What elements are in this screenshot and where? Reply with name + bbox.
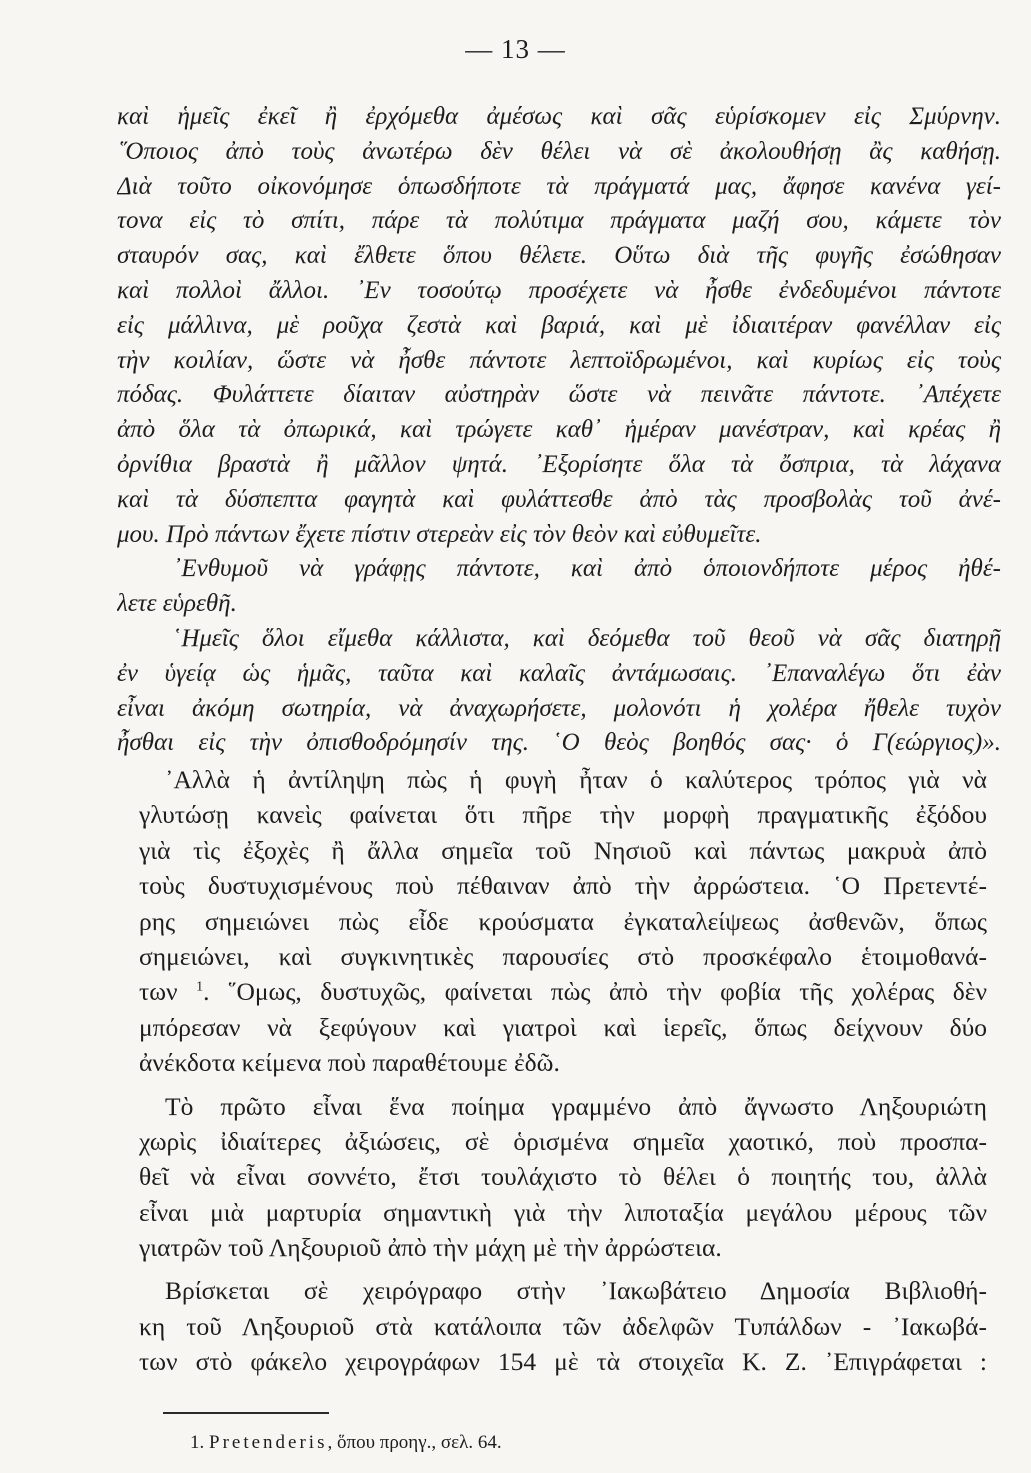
text-line: γλυτώσῃ κανεὶς φαίνεται ὅτι πῆρε τὴν μορφὴ πραγματικῆς ἐξόδου (139, 800, 987, 830)
letter-quote (117, 100, 1001, 761)
text-line: σταυρόν σας, καὶ ἔλθετε ὅπου θέλετε. Οὕτω διὰ τῆς φυγῆς ἐσώθησαν (117, 242, 1001, 270)
text-line: εἶναι ἀκόμη σωτηρία, νὰ ἀναχωρήσετε, μολονότι ἡ χολέρα ἤθελε τυχὸν (117, 694, 1001, 722)
text-line: μου. Πρὸ πάντων ἔχετε πίστιν στερεὰν εἰς τὸν θεὸν καὶ εὐθυμεῖτε. (117, 520, 762, 548)
text-line: κη τοῦ Ληξουριοῦ στὰ κατάλοιπα τῶν ἀδελφῶν Τυπάλδων - ᾿Ιακωβά- (139, 1311, 987, 1341)
text-line: γιατρῶν τοῦ Ληξουριοῦ ἀπὸ τὴν μάχη μὲ τὴν ἀρρώστεια. (139, 1233, 722, 1263)
text-line: θεῖ νὰ εἶναι σοννέτο, ἔτσι τουλάχιστο τὸ θέλει ὁ ποιητής του, ἀλλὰ (139, 1162, 987, 1192)
text-line: ᾿Αλλὰ ἡ ἀντίληψη πὼς ἡ φυγὴ ἦταν ὁ καλύτερος τρόπος γιὰ νὰ (165, 765, 987, 794)
text-line: καὶ τὰ δύσπεπτα φαγητὰ καὶ φυλάττεσθε ἀπὸ τὰς προσβολὰς τοῦ ἀνέ- (117, 485, 1001, 513)
text-line: τονα εἰς τὸ σπίτι, πάρε τὰ πολύτιμα πράγματα μαζή σου, κάμετε τὸν (117, 207, 1001, 235)
text-line: σημειώνει, καὶ συγκινητικὲς παρουσίες στὸ προσκέφαλο ἑτοιμοθανά- (139, 941, 987, 971)
text-line: ρης σημειώνει πὼς εἶδε κρούσματα ἐγκαταλείψεως ἀσθενῶν, ὅπως (139, 906, 987, 936)
footnote-text: , ὅπου προηγ., σελ. 64. (327, 1432, 502, 1453)
text-line: πόδας. Φυλάττετε δίαιταν αὐστηρὰν ὥστε νὰ πεινᾶτε πάντοτε. ᾿Απέχετε (117, 381, 1001, 409)
footnote-divider (163, 1412, 329, 1414)
text-line: ῞Οποιος ἀπὸ τοὺς ἀνωτέρω δὲν θέλει νὰ σὲ ἀκολουθήσῃ ἂς καθήσῃ. (117, 137, 1001, 165)
text-line: ἦσθαι εἰς τὴν ὀπισθοδρόμησίν της. ῾Ο θεὸς βοηθός σας· ὁ Γ(εώργιος)». (117, 729, 1001, 757)
text-line: χωρὶς ἰδιαίτερες ἀξιώσεις, σὲ ὁρισμένα σημεῖα χαοτικό, ποὺ προσπα- (139, 1126, 987, 1156)
text-fragment: . ῞Ομως, δυστυχῶς, φαίνεται πὼς ἀπὸ τὴν φοβία τῆς χολέρας δὲν (203, 977, 987, 1007)
text-line: ῾Ημεῖς ὅλοι εἴμεθα κάλλιστα, καὶ δεόμεθα τοῦ θεοῦ νὰ σᾶς διατηρῇ (173, 624, 1001, 652)
footnote (190, 1432, 502, 1454)
text-line (139, 974, 987, 1009)
text-line: ἀπὸ ὅλα τὰ ὀπωρικά, καὶ τρώγετε καθ᾿ ἡμέραν μανέστραν, καὶ κρέας ἢ (117, 416, 1001, 444)
text-line: τοὺς δυστυχισμένους ποὺ πέθαιναν ἀπὸ τὴν ἀρρώστεια. ῾Ο Πρετεντέ- (139, 871, 987, 901)
text-line: ἀνέκδοτα κείμενα ποὺ παραθέτουμε ἐδῶ. (139, 1048, 560, 1078)
footnote-reference[interactable]: 1 (196, 979, 204, 995)
text-line: ἐν ὑγείᾳ ὡς ἡμᾶς, ταῦτα καὶ καλαῖς ἀντάμωσαις. ᾿Επαναλέγω ὅτι ἐὰν (117, 659, 1001, 687)
text-fragment: των (139, 977, 178, 1007)
text-line: καὶ πολλοὶ ἄλλοι. ᾿Εν τοσούτῳ προσέχετε νὰ ἦσθε ἐνδεδυμένοι πάντοτε (117, 276, 1001, 304)
text-line: λετε εὑρεθῆ. (117, 590, 237, 618)
text-line: εἰς μάλλινα, μὲ ροῦχα ζεστὰ καὶ βαριά, καὶ μὲ ἰδιαιτέραν φανέλλαν εἰς (117, 311, 1001, 339)
text-line: ὀρνίθια βραστὰ ἢ μᾶλλον ψητά. ᾿Εξορίσητε ὅλα τὰ ὄσπρια, τὰ λάχανα (117, 450, 1001, 478)
text-line: ᾿Ενθυμοῦ νὰ γράφῃς πάντοτε, καὶ ἀπὸ ὁποιονδήποτε μέρος ἠθέ- (173, 555, 1001, 583)
page-number: — 13 — (465, 34, 566, 64)
text-line: Διὰ τοῦτο οἰκονόμησε ὁπωσδήποτε τὰ πράγματά μας, ἄφησε κανένα γεί- (117, 172, 1001, 200)
text-line: μπόρεσαν νὰ ξεφύγουν καὶ γιατροὶ καὶ ἱερεῖς, ὅπως δείχνουν δύο (139, 1012, 987, 1042)
text-line: καὶ ἡμεῖς ἐκεῖ ἢ ἐρχόμεθα ἀμέσως καὶ σᾶς εὑρίσκομεν εἰς Σμύρνην. (117, 103, 1001, 130)
footnote-author: Pretenderis (209, 1432, 328, 1453)
text-line: τὴν κοιλίαν, ὥστε νὰ ἦσθε πάντοτε λεπτοϊδρωμένοι, καὶ κυρίως εἰς τοὺς (117, 346, 1001, 374)
footnote-number: 1. (190, 1432, 205, 1453)
body-text (139, 762, 987, 1380)
text-line: Τὸ πρῶτο εἶναι ἕνα ποίημα γραμμένο ἀπὸ ἄγνωστο Ληξουριώτη (165, 1091, 987, 1121)
text-line: των στὸ φάκελο χειρογράφων 154 μὲ τὰ στοιχεῖα Κ. Ζ. ᾿Επιγράφεται : (139, 1347, 987, 1377)
text-line: γιὰ τὶς ἐξοχὲς ἢ ἄλλα σημεῖα τοῦ Νησιοῦ καὶ πάντως μακρυὰ ἀπὸ (139, 835, 987, 865)
text-line: Βρίσκεται σὲ χειρόγραφο στὴν ᾿Ιακωβάτειο Δημοσία Βιβλιοθή- (165, 1276, 987, 1306)
text-line: εἶναι μιὰ μαρτυρία σημαντικὴ γιὰ τὴν λιποταξία μεγάλου μέρους τῶν (139, 1197, 987, 1227)
